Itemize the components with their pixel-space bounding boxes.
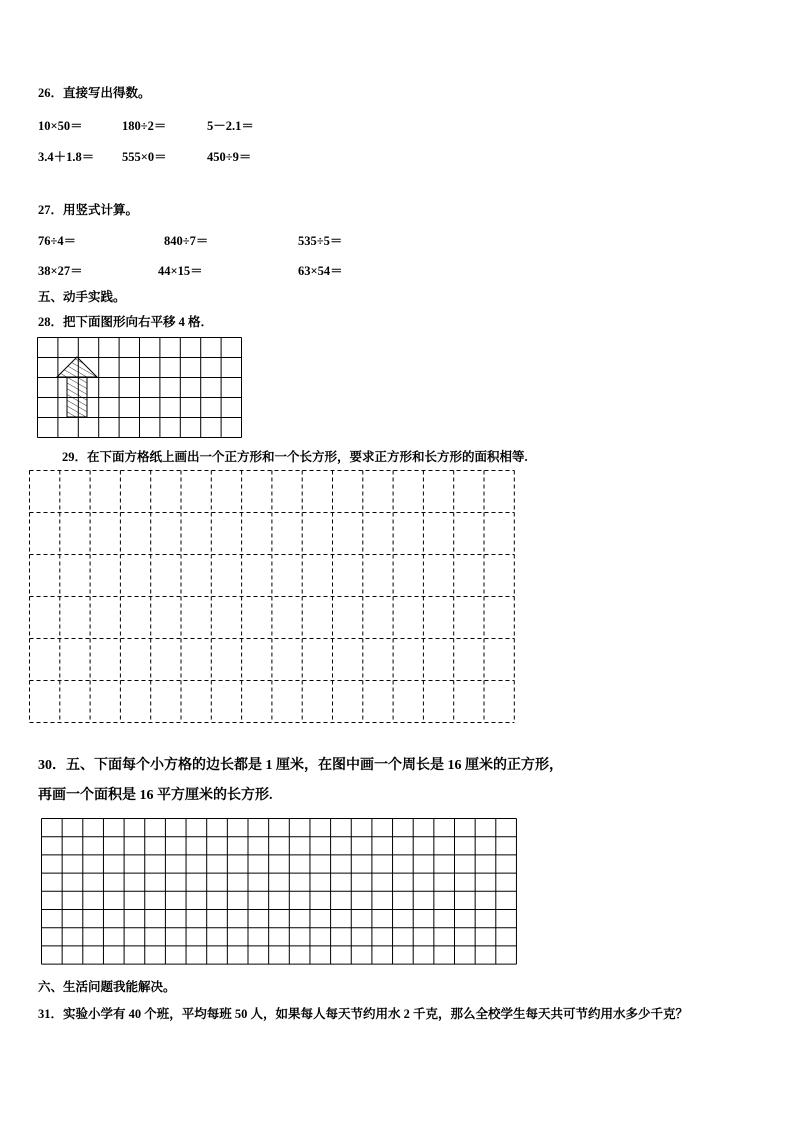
q26-row2-item2: 555×0＝ (122, 150, 167, 164)
q30-line1: 30．五、下面每个小方格的边长都是 1 厘米，在图中画一个周长是 16 厘米的正方形， (38, 758, 563, 773)
q28-grid (37, 337, 243, 439)
q27-row1-item1: 76÷4＝ (38, 234, 77, 248)
q27-row2-item3: 63×54＝ (298, 264, 343, 278)
q27-row1-item2: 840÷7＝ (164, 234, 209, 248)
q28-title: 28．把下面图形向右平移 4 格． (38, 315, 214, 329)
q26-row1-item2: 180÷2＝ (122, 119, 167, 133)
section-five-heading: 五、动手实践。 (38, 290, 126, 304)
q26-row1-item1: 10×50＝ (38, 119, 83, 133)
q30-grid (41, 818, 517, 966)
q27-row2-item2: 44×15＝ (158, 264, 203, 278)
q26-row2-item1: 3.4＋1.8＝ (38, 150, 95, 164)
q26-title: 26．直接写出得数。 (38, 86, 151, 100)
q30-line2: 再画一个面积是 16 平方厘米的长方形. (38, 788, 273, 803)
q27-title: 27．用竖式计算。 (38, 203, 139, 217)
q29-title: 29．在下面方格纸上画出一个正方形和一个长方形，要求正方形和长方形的面积相等. (62, 450, 528, 464)
q29-dashed-grid (29, 470, 517, 726)
q27-row2-item1: 38×27＝ (38, 264, 83, 278)
q31-title: 31．实验小学有 40 个班，平均每班 50 人，如果每人每天节约用水 2 千克，那么全校学生每天共可节约用水多少千克？ (38, 1007, 689, 1021)
section-six-heading: 六、生活问题我能解决。 (38, 980, 176, 994)
q27-row1-item3: 535÷5＝ (298, 234, 343, 248)
q26-row1-item3: 5－2.1＝ (207, 119, 254, 133)
arrow-shape (57, 357, 97, 417)
q26-row2-item3: 450÷9＝ (207, 150, 252, 164)
